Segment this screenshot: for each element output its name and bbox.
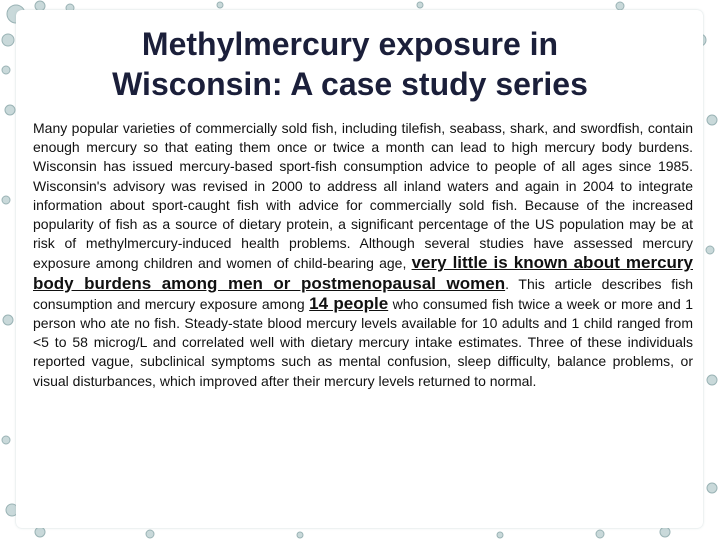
title-line-2: Wisconsin: A case study series: [112, 66, 588, 102]
decor-bubble: [2, 66, 10, 74]
decor-bubble: [497, 532, 503, 538]
decor-bubble: [2, 436, 10, 444]
paragraph-text-1: Many popular varieties of commercially sold fish, including tilefish, seabass, shark, and swordfish, contain enough mercury so that eating them once or twice a month can lead to high mercury body burdens. Wisconsin has issued mercury-based sport-fish consumption advice to people of all ages since 1985. Wisconsin's advisory was revised in 2000 to address all inland waters and again in 2004 to integrate information about sport-caught fish with advice for commercially sold fish. Because of the increased popularity of fish as a source of dietary protein, a significant percentage of the US population may be at risk of methylmercury-induced health problems. Although several studies have assessed mercury exposure among children and women of child-bearing age,: [33, 120, 693, 272]
decor-bubble: [2, 196, 10, 204]
decor-bubble: [706, 246, 714, 254]
decor-bubble: [596, 530, 604, 538]
decor-bubble: [2, 34, 14, 46]
decor-bubble: [660, 527, 670, 537]
decor-bubble: [417, 2, 423, 8]
abstract-paragraph: [33, 119, 693, 391]
decor-bubble: [297, 532, 303, 538]
decor-bubble: [707, 483, 717, 493]
decor-bubble: [35, 527, 45, 537]
emphasis-mercury-unknown: very little is known about mercury body burdens among men or postmenopausal women: [33, 253, 693, 293]
decor-bubble: [707, 375, 717, 385]
decor-bubble: [146, 530, 154, 538]
decor-bubble: [3, 315, 13, 325]
decor-bubble: [707, 115, 717, 125]
paragraph-text-2: . This article describes fish consumption and mercury exposure among: [33, 275, 693, 312]
title-line-1: Methylmercury exposure in: [141, 26, 559, 62]
slide-title: [40, 24, 660, 104]
decor-bubble: [217, 2, 223, 8]
paragraph-text-3: who consumed fish twice a week or more and 1 person who ate no fish. Steady-state blood mercury levels available for 10 adults and 1 child ranged from <5 to 58 microg/L and correlated well with dietary mercury intake estimates. Three of these individuals reported vague, subclinical symptoms such as mental confusion, sleep difficulty, balance problems, or visual disturbances, which improved after their mercury levels returned to normal.: [33, 295, 694, 389]
emphasis-14-people: 14 people: [309, 293, 389, 313]
decor-bubble: [616, 2, 624, 10]
decor-bubble: [5, 105, 15, 115]
